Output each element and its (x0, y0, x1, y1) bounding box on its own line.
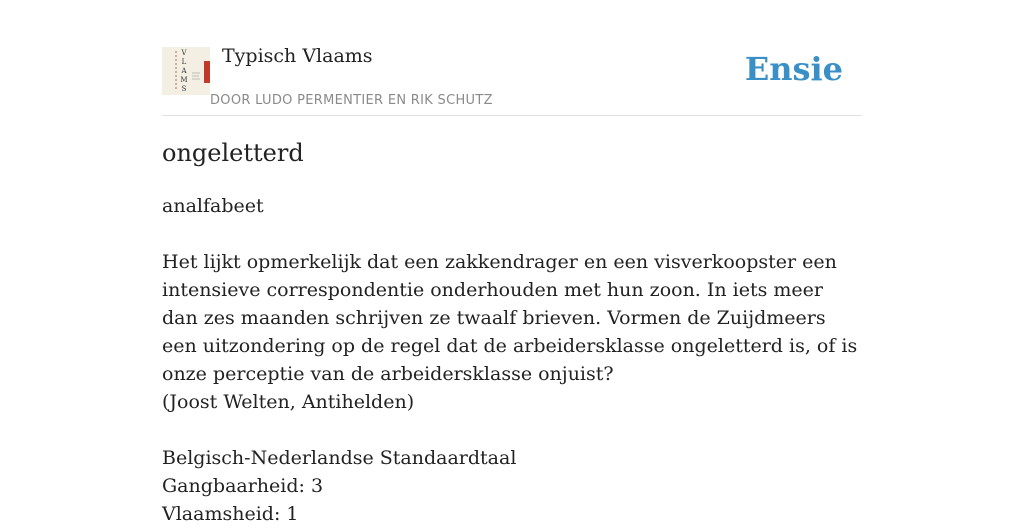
avatar[interactable] (162, 47, 210, 95)
page-title: ongeletterd (162, 139, 304, 167)
register-label: Belgisch-Nederlandse Standaardtaal (162, 447, 517, 469)
avatar-letter: S (181, 85, 187, 93)
page (162, 0, 862, 525)
spacer (162, 220, 862, 248)
frequency-rating: Gangbaarheid: 3 (162, 475, 324, 497)
book-cover-icon (162, 47, 210, 95)
definition: analfabeet (162, 195, 264, 217)
avatar-letter: L (181, 58, 187, 66)
avatar-letter: M (180, 76, 188, 84)
spacer (162, 416, 862, 444)
brand-logo-link[interactable]: Ensie (744, 50, 843, 88)
example-quote: Het lijkt opmerkelijk dat een zakkendrager en een visverkoopster een intensieve correspondentie onderhouden met hun zoon. In iets meer dan zes maanden schrijven ze twaalf brieven. Vormen de Zuijdmeers een uitzondering op de regel dat de arbeidersklasse ongeletterd is, of is onze perceptie van de arbeidersklasse onjuist? (162, 251, 858, 385)
avatar-letter: A (181, 67, 187, 75)
quote-source: (Joost Welten, Antihelden) (162, 391, 415, 413)
byline: DOOR LUDO PERMENTIER EN RIK SCHUTZ (210, 93, 493, 108)
site-header (162, 0, 862, 116)
flemishness-rating: Vlaamsheid: 1 (162, 503, 299, 525)
entry-body (162, 192, 862, 528)
avatar-letter: V (181, 49, 187, 57)
site-title[interactable]: Typisch Vlaams (222, 45, 373, 67)
